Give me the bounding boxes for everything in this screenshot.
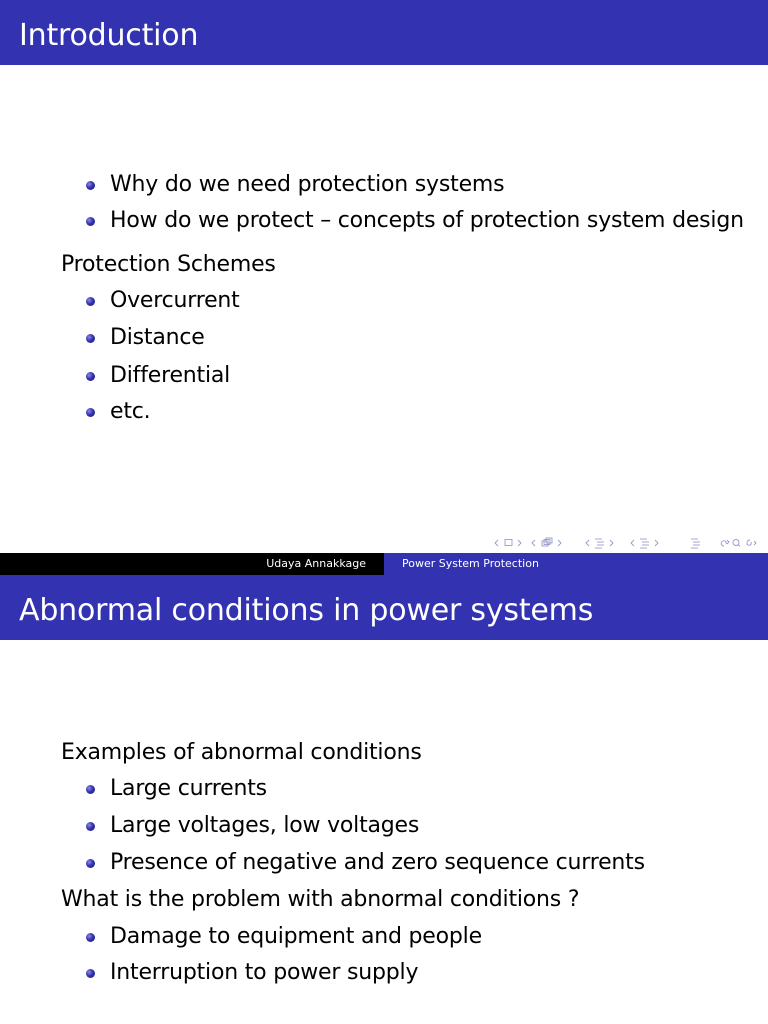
footer-title-panel <box>384 553 768 575</box>
bullet-icon <box>86 372 95 381</box>
bullet-icon <box>86 859 95 868</box>
section-heading: Examples of abnormal conditions <box>61 740 422 765</box>
list-item: Damage to equipment and people <box>110 924 482 949</box>
bullet-icon <box>86 181 95 190</box>
footer-bar <box>0 553 768 575</box>
navigation-symbols <box>492 536 760 550</box>
bullet-icon <box>86 969 95 978</box>
list-item: Distance <box>110 325 205 350</box>
bullet-icon <box>86 408 95 417</box>
section-heading: What is the problem with abnormal conditions ? <box>61 887 580 912</box>
arrow-left-icon[interactable] <box>495 540 498 546</box>
section-heading: Protection Schemes <box>61 252 276 277</box>
frame-icon[interactable] <box>505 540 512 546</box>
list-item: Interruption to power supply <box>110 960 419 985</box>
subsection-left-icon[interactable] <box>532 540 535 546</box>
slide-abnormal-conditions <box>0 575 768 1024</box>
list-item: Why do we need protection systems <box>110 172 505 197</box>
search-icon[interactable] <box>721 540 756 547</box>
list-item: Large currents <box>110 776 267 801</box>
list-item: Presence of negative and zero sequence currents <box>110 850 645 875</box>
frame-title: Introduction <box>19 18 199 53</box>
list-item: etc. <box>110 399 151 424</box>
arrow-right-icon[interactable] <box>518 540 521 546</box>
section-icon[interactable] <box>595 539 604 548</box>
footer-author-panel <box>0 553 384 575</box>
bullet-icon <box>86 785 95 794</box>
subsection-right-icon[interactable] <box>558 540 561 546</box>
list-item: Large voltages, low voltages <box>110 813 420 838</box>
bullet-icon <box>86 217 95 226</box>
frame-title: Abnormal conditions in power systems <box>19 593 594 628</box>
frame-title-bar <box>0 575 768 640</box>
list-item: Differential <box>110 363 231 388</box>
section-left-icon[interactable] <box>631 540 634 546</box>
section-right-icon[interactable] <box>655 540 658 546</box>
appendix-icon[interactable] <box>691 539 700 548</box>
bullet-icon <box>86 297 95 306</box>
bullet-icon <box>86 933 95 942</box>
subsection-icon[interactable] <box>542 538 552 546</box>
frame-title-bar <box>0 0 768 65</box>
section-right-icon[interactable] <box>610 540 613 546</box>
bullet-icon <box>86 334 95 343</box>
beamer-navigation <box>492 536 760 550</box>
footer-author: Udaya Annakkage <box>266 557 366 570</box>
bullet-icon <box>86 822 95 831</box>
section-left-icon[interactable] <box>586 540 589 546</box>
footer-title: Power System Protection <box>402 557 539 570</box>
list-item: Overcurrent <box>110 288 240 313</box>
list-item: How do we protect – concepts of protection system design <box>110 208 744 233</box>
section-icon[interactable] <box>640 539 649 548</box>
